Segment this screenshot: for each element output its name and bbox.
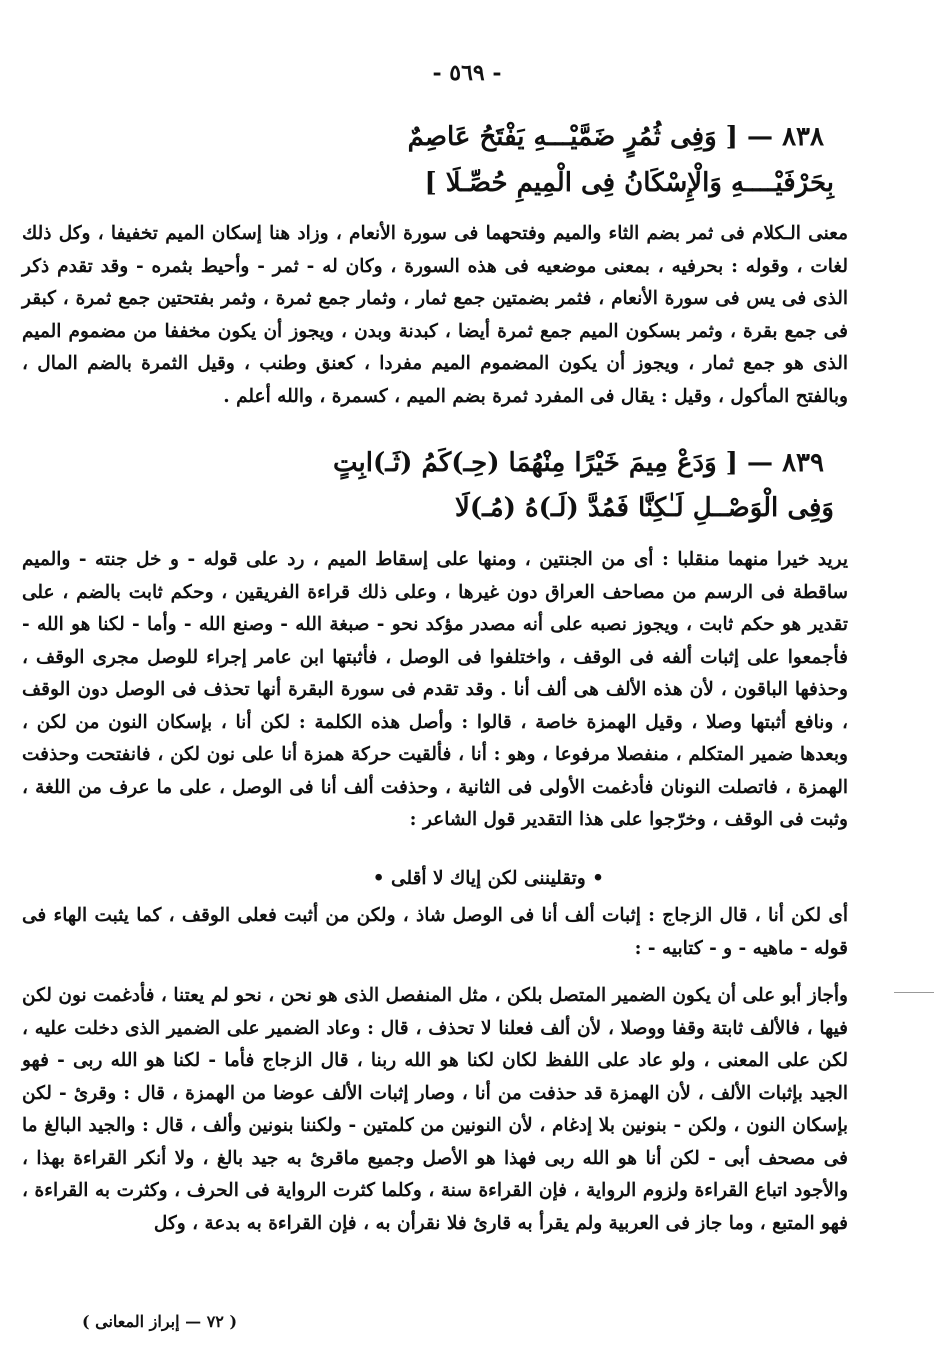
poem-quote: • وتقليننى لكن إياك لا أقلى • — [372, 868, 604, 889]
commentary-paragraph-2: يريد خيرا منهما منقلبا : أى من الجنتين ، ومنها على إسقاط الميم ، رد على قوله - و خل جنته - والميم ساقطة فى الرسم من مصاحف العراق دون غيرها ، وعلى ذلك قراءة الفريقين ، وحكم ثابت بالضم ، على تقدير هو حكم ثابت ، ويجوز نصبه على أنه مصدر مؤكد نحو - صبغة الله - وصنع الله - وأما - لكنا هو الله - فأجمعوا على إثبات ألفه فى الوقف ، واختلفوا فى الوصل ، فأثبتها ابن عامر إجراء للوصل مجرى الوقف ، وحذفها الباقون ، لأن هذه الألف هى ألف أنا . وقد تقدم فى سورة البقرة أنها تحذف فى الوصل دون الوقف ، ونافع أثبتها وصلا ، وقيل الهمزة خاصة ، قالوا : وأصل هذه الكلمة : لكن أنا ، بإسكان النون من لكن ، وبعدها ضمير المتكلم ، منفصلا مرفوعا ، وهو : أنا ، فألقيت حركة همزة أنا على نون لكن ، فانفتحت وحذفت الهمزة ، فاتصلت النونان فأدغمت الأولى فى الثانية ، وحذفت ألف أنا فى الوصل ، على ما عرف من اللغة ، وثبت فى الوقف ، وخرّجوا على هذا التقدير قول الشاعر : — [22, 549, 848, 830]
verse-839-first-hemistich: ٨٣٩ — [ وَدَعْ مِيمَ خَيْرًا مِنْهُمَا (حِـ)كَمُ (ثَـ)ابِتٍ — [333, 448, 824, 478]
verse-838-second-hemistich: بِحَرْفَيْــــهِ وَالْإِسْكَانُ فِى الْمِيمِ حُصِّـلَا ] — [424, 168, 834, 198]
commentary-paragraph-4: وأجاز أبو على أن يكون الضمير المتصل بلكن ، مثل المنفصل الذى هو نحن ، نحو لم يعتنا ، فأدغمت نون لكن فيها ، فالألف ثابتة وقفا ووصلا ، لأن ألف فعلنا لا تحذف ، قال : وعاد الضمير على الضمير الذى دخلت عليه ، لكن على المعنى ، ولو عاد على اللفظ لكان لكنا هو الله ربنا ، قال الزجاج فأما - لكنا هو الله ربى - فهو الجيد بإثبات الألف ، لأن الهمزة قد حذفت من أنا ، وصار إثبات الألف عوضا من الهمزة ، قال : وقرئ - لكن بإسكان النون ، ولكن - بنونين بلا إدغام ، لأن النونين من كلمتين - ولكننا بنونين وألف ، قال : والجيد البالغ ما فى مصحف أبى - لكن أنا هو الله ربى فهذا هو الأصل وجميع ماقرئ به جيد بالغ ، ولا أنكر القراءة بهذا ، والأجود اتباع القراءة ولزوم الرواية ، فإن القراءة سنة ، وكلما كثرت الرواية فى الحرف ، وكثرت به القراءة ، فهو المتبع ، وما جاز فى العربية ولم يقرأ به قارئ فلا نقرأن به ، فإن القراءة به بدعة ، وكل — [22, 985, 848, 1234]
margin-mark — [894, 992, 934, 993]
page-number: - ٥٦٩ - — [432, 60, 502, 86]
verse-839-second-hemistich: وَفِى الْوَصْــلِ لَـٰكِنَّا فَمُدَّ (لَـ)هُ (مُـ)لَا — [454, 493, 834, 523]
page-footer: ( ٧٢ — إبراز المعانى ) — [82, 1312, 238, 1331]
commentary-paragraph-1: معنى الـكلام فى ثمر بضم الثاء والميم وفتحهما فى سورة الأنعام ، وزاد هنا إسكان الميم تخفيفا ، وكل ذلك لغات ، وقوله : بحرفيه ، بمعنى موضعيه فى هذه السورة ، وكان له - ثمر - وأحيط بثمره - وقد تقدم ذكر الذى فى يس فى سورة الأنعام ، فثمر بضمتين جمع ثمار ، وثمار جمع ثمرة ، وثمر بفتحتين جمع ثمرة ، كبقر فى جمع بقرة ، وثمر بسكون الميم جمع ثمرة أيضا ، كبدنة وبدن ، ويجوز أن يكون مخففا من مضموم الميم الذى هو جمع ثمار ، ويجوز أن يكون المضموم الميم مفردا ، كعنق وطنب ، وقيل الثمرة بالضم المال ، وبالفتح المأكول ، وقيل : يقال فى المفرد ثمرة بضم الميم ، كسمرة ، والله أعلم . — [22, 223, 848, 407]
verse-838-first-hemistich: ٨٣٨ — [ وَفِى ثُمُرٍ ضَمَّيْـــهِ يَفْتَحُ عَاصِمٌ — [407, 122, 824, 152]
commentary-paragraph-3: أى لكن أنا ، قال الزجاج : إثبات ألف أنا فى الوصل شاذ ، ولكن من أثبت فعلى الوقف ، كما يثبت الهاء فى قوله - ماهيه - و - كتابيه - : — [22, 905, 848, 959]
